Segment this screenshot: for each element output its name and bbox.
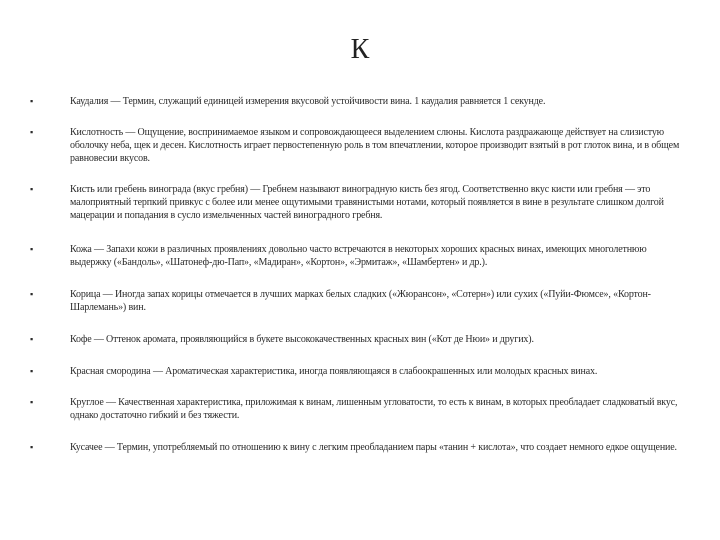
item-text: Каудалия — Термин, служащий единицей измерения вкусовой устойчивости вина. 1 каудалия равняется 1 секунде.	[70, 96, 546, 107]
item-text: Кожа — Запахи кожи в различных проявлениях довольно часто встречаются в некоторых хороших красных винах, имеющих многолетнюю выдержку («Бандоль», «Шатонеф-дю-Пап», «Мадиран», «Кортон», «Эрмитаж», «Шамбертен» и др.).	[70, 244, 647, 268]
bullet-icon: ▪	[30, 127, 34, 137]
item-text: Кофе — Оттенок аромата, проявляющийся в букете высококачественных красных вин («Кот де Нюи» и других).	[70, 334, 534, 345]
bullet-icon: ▪	[30, 96, 34, 106]
bullet-icon: ▪	[30, 289, 34, 299]
bullet-icon: ▪	[30, 244, 34, 254]
bullet-icon: ▪	[30, 397, 34, 407]
bullet-icon: ▪	[30, 184, 34, 194]
bullet-icon: ▪	[30, 366, 34, 376]
item-text: Красная смородина — Ароматическая характеристика, иногда появляющаяся в слабоокрашенных или молодых красных винах.	[70, 366, 598, 377]
item-text: Корица — Иногда запах корицы отмечается в лучших марках белых сладких («Жюрансон», «Сотерн») или сухих («Пуйи-Фюмсе», «Кортон-Шарлемань») вин.	[70, 289, 651, 313]
item-text: Круглое — Качественная характеристика, приложимая к винам, лишенным угловатости, то есть к винам, в которых преобладает сладковатый вкус, однако достаточно гибкий и без тяжести.	[70, 397, 678, 421]
bullet-icon: ▪	[30, 442, 34, 452]
page-title: К	[350, 34, 370, 65]
item-text: Кусачее — Термин, употребляемый по отношению к вину с легким преобладанием пары «танин + кислота», что создает немного едкое ощущение.	[70, 442, 677, 453]
item-text: Кисть или гребень винограда (вкус гребня) — Гребнем называют виноградную кисть без ягод. Соответственно вкус кисти или гребня — это малоприятный терпкий привкус с более или менее ощутимыми травянистыми нотами, который появляется в вине в результате слишком долгой мацерации и попадания в сусло измельченных частей виноградного гребня.	[70, 184, 664, 221]
bullet-icon: ▪	[30, 334, 34, 344]
item-text: Кислотность — Ощущение, воспринимаемое языком и сопровождающееся выделением слюны. Кислота раздражающе действует на слизистую оболочку неба, щек и десен. Кислотность играет первостепенную роль в том впечатлении, которое производит взятый в рот глоток вина, и в общем равновесии вкусов.	[70, 127, 680, 164]
